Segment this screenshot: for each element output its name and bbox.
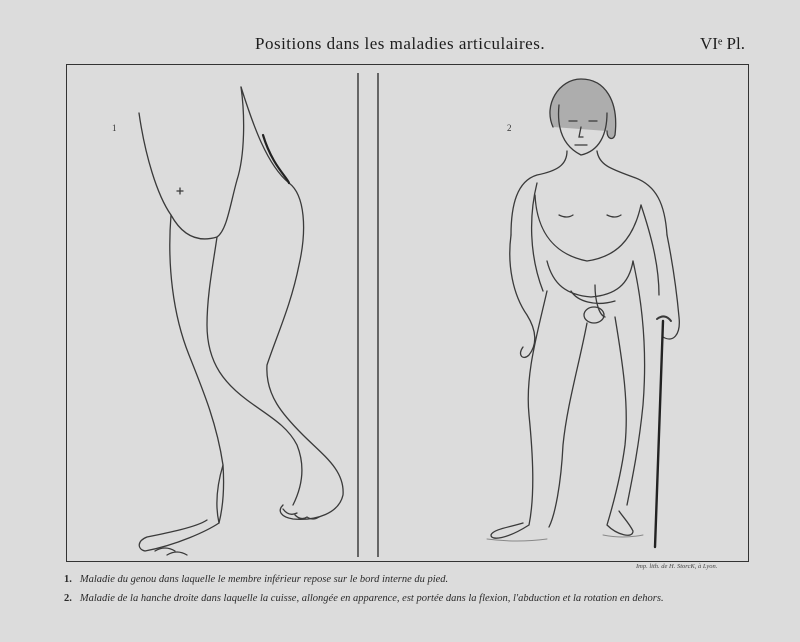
caption-1-text: Maladie du genou dans laquelle le membre inférieur repose sur le bord interne du pied. [79, 574, 449, 585]
caption-1-number: 1. [64, 574, 72, 585]
imprint-credit: Imp. lith. de H. StorcK, à Lyon. [636, 563, 718, 570]
figure-1-number: 1 [112, 123, 117, 133]
caption-2-text: Maladie de la hanche droite dans laquelle la cuisse, allongée en apparence, est portée dans la flexion, l'abduction et la rotation en dehors. [79, 593, 664, 604]
plate-number: VIᵉ Pl. [700, 34, 745, 53]
figure-1-leg [139, 87, 343, 555]
figure-2-number: 2 [507, 123, 512, 133]
caption-2 [64, 593, 664, 604]
figure-2-man [487, 79, 679, 547]
caption-2-number: 2. [64, 593, 72, 604]
caption-1 [64, 574, 448, 585]
illustration-drawing [67, 65, 750, 563]
illustration-frame [66, 64, 749, 562]
plate-title: Positions dans les maladies articulaires. [255, 34, 546, 53]
